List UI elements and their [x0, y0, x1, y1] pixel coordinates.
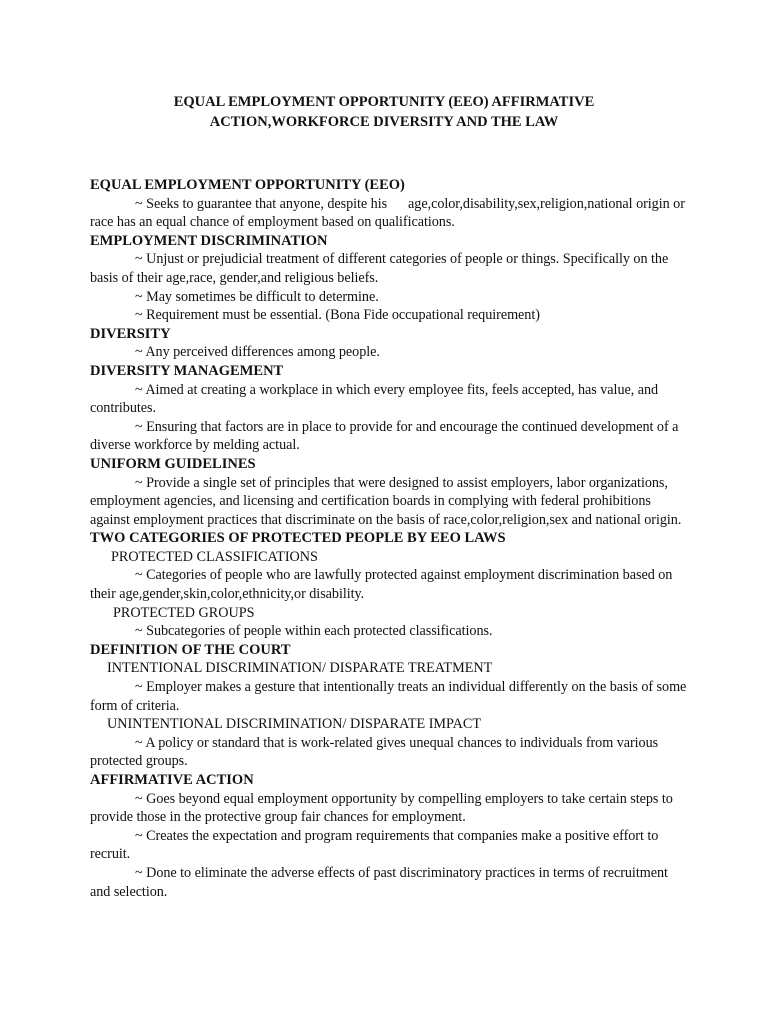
paragraph: ~ Aimed at creating a workplace in which every employee fits, feels accepted, has value, and contributes. [90, 381, 659, 417]
section-heading: EQUAL EMPLOYMENT OPPORTUNITY (EEO) [90, 177, 405, 193]
section-diversity-management [90, 362, 690, 455]
section-two-categories [90, 529, 690, 641]
document-title [84, 92, 684, 132]
paragraph: ~ Creates the expectation and program requirements that companies make a positive effort to recruit. [90, 827, 659, 863]
subheading: PROTECTED CLASSIFICATIONS [111, 548, 318, 565]
section-heading: AFFIRMATIVE ACTION [90, 772, 254, 788]
section-heading: UNIFORM GUIDELINES [90, 455, 256, 472]
section-definition-of-the-court [90, 641, 690, 771]
paragraph: ~ Done to eliminate the adverse effects of past discriminatory practices in terms of recruitment and selection. [90, 864, 668, 900]
title-line-2: ACTION,WORKFORCE DIVERSITY AND THE LAW [209, 114, 559, 130]
subheading: PROTECTED GROUPS [113, 604, 255, 621]
section-employment-discrimination [90, 232, 690, 325]
section-uniform-guidelines [90, 455, 690, 529]
section-heading: DIVERSITY [90, 325, 171, 342]
paragraph: ~ Provide a single set of principles that were designed to assist employers, labor organizations, employment agencies, and licensing and certification boards in complying with federal prohibitions against employment practices that discriminate on the basis of race,color,religion,sex and national origin. [90, 474, 682, 528]
section-heading: DEFINITION OF THE COURT [90, 641, 291, 658]
paragraph: ~ May sometimes be difficult to determine. [135, 288, 379, 305]
paragraph: ~ Any perceived differences among people. [135, 344, 380, 361]
document-page [90, 92, 690, 901]
title-line-1: EQUAL EMPLOYMENT OPPORTUNITY (EEO) AFFIRMATIVE [173, 94, 595, 110]
paragraph: ~ Subcategories of people within each protected classifications. [135, 623, 493, 640]
paragraph: ~ Ensuring that factors are in place to provide for and encourage the continued development of a diverse workforce by melding actual. [90, 418, 679, 454]
paragraph: ~ Requirement must be essential. (Bona Fide occupational requirement) [135, 307, 540, 324]
subheading: UNINTENTIONAL DISCRIMINATION/ DISPARATE IMPACT [107, 716, 482, 733]
paragraph: ~ Categories of people who are lawfully protected against employment discrimination based on their age,gender,skin,color,ethnicity,or disability. [90, 567, 673, 603]
section-heading: DIVERSITY MANAGEMENT [90, 362, 284, 379]
subheading: INTENTIONAL DISCRIMINATION/ DISPARATE TREATMENT [107, 660, 493, 677]
paragraph: ~ Employer makes a gesture that intentionally treats an individual differently on the basis of some form of criteria. [90, 679, 687, 714]
paragraph: ~ A policy or standard that is work-related gives unequal chances to individuals from various protected groups. [90, 734, 659, 770]
paragraph: ~ Seeks to guarantee that anyone, despite his age,color,disability,sex,religion,national origin or race has an equal chance of employment based on qualifications. [90, 195, 689, 231]
section-eeo [90, 176, 690, 232]
paragraph: ~ Goes beyond equal employment opportunity by compelling employers to take certain steps to provide those in the protective group fair chances for employment. [90, 790, 673, 826]
section-affirmative-action [90, 771, 690, 901]
section-heading: TWO CATEGORIES OF PROTECTED PEOPLE BY EEO LAWS [90, 530, 506, 547]
section-heading: EMPLOYMENT DISCRIMINATION [90, 232, 328, 249]
paragraph: ~ Unjust or prejudicial treatment of different categories of people or things. Specifically on the basis of their age,race, gender,and religious beliefs. [90, 251, 669, 286]
section-diversity [90, 325, 690, 362]
